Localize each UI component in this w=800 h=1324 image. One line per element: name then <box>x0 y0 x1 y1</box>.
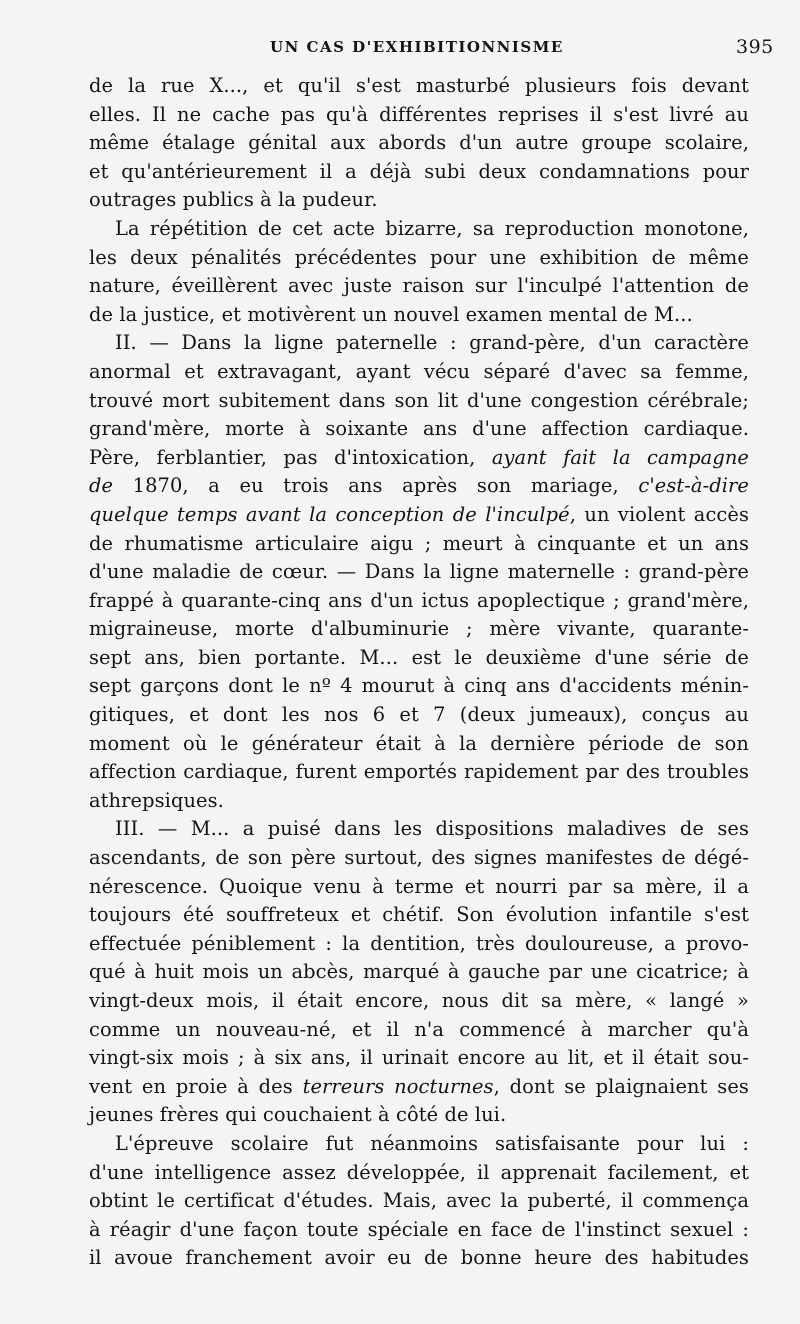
text-line <box>89 1159 749 1188</box>
text-line <box>89 930 749 959</box>
text-line <box>89 701 749 730</box>
text-segment: vingt-deux mois, il était encore, nous dit sa mère, « langé » <box>89 989 749 1012</box>
text-line <box>89 444 749 473</box>
text-line <box>89 873 749 902</box>
text-line <box>89 272 749 301</box>
text-line <box>89 329 749 358</box>
text-segment: trouvé mort subitement dans son lit d'une congestion cérébrale; <box>89 388 749 412</box>
text-segment: à réagir d'une façon toute spéciale en face de l'instinct sexuel : <box>89 1217 749 1241</box>
italic-segment: terreurs nocturnes <box>302 1074 494 1098</box>
text-segment: moment où le générateur était à la dernière période de son <box>89 731 749 755</box>
text-segment: d'une maladie de cœur. — Dans la ligne maternelle : grand-père <box>89 560 749 584</box>
text-line <box>89 615 749 644</box>
text-segment: vingt-six mois ; à six ans, il urinait encore au lit, et il était sou- <box>89 1046 749 1070</box>
text-line <box>89 472 749 501</box>
text-line <box>89 1244 749 1273</box>
text-line <box>89 1101 749 1130</box>
text-segment: frappé à quarante-cinq ans d'un ictus apoplectique ; grand'mère, <box>89 588 749 612</box>
text-segment: affection cardiaque, furent emportés rapidement par des troubles <box>89 760 749 784</box>
text-line <box>89 1187 749 1216</box>
text-segment: comme un nouveau-né, et il n'a commencé à marcher qu'à <box>89 1017 749 1041</box>
text-segment: L'épreuve scolaire fut néanmoins satisfaisante pour lui : <box>115 1131 749 1155</box>
text-segment: III. — M... a puisé dans les dispositions maladives de ses <box>115 817 749 841</box>
text-line <box>89 787 749 816</box>
text-segment: elles. Il ne cache pas qu'à différentes reprises il s'est livré au <box>89 102 749 126</box>
page-number: 395 <box>736 36 774 58</box>
text-segment: obtint le certificat d'études. Mais, avec la puberté, il commença <box>89 1189 749 1213</box>
text-segment: sept ans, bien portante. M... est le deuxième d'une série de <box>89 645 749 669</box>
text-line <box>89 558 749 587</box>
text-segment: et qu'antérieurement il a déjà subi deux condamnations pour <box>89 159 749 183</box>
text-line <box>89 530 749 559</box>
text-segment: de la justice, et motivèrent un nouvel examen mental de M... <box>89 302 693 326</box>
italic-segment: c'est-à-dire <box>638 474 749 498</box>
running-title: UN CAS D'EXHIBITIONNISME <box>270 38 564 56</box>
text-line <box>89 1016 749 1045</box>
text-segment: les deux pénalités précédentes pour une exhibition de même <box>89 245 749 269</box>
text-line <box>89 644 749 673</box>
text-segment: , dont se plaignaient ses <box>493 1074 749 1098</box>
text-segment: grand'mère, morte à soixante ans d'une affection cardiaque. <box>89 417 749 441</box>
text-segment: nérescence. Quoique venu à terme et nourri par sa mère, il a <box>89 874 749 898</box>
text-line <box>89 415 749 444</box>
body-text <box>89 72 749 1273</box>
text-segment: sept garçons dont le nº 4 mourut à cinq ans d'accidents ménin- <box>89 674 749 698</box>
text-segment: , un violent accès <box>569 502 749 526</box>
text-segment: athrepsiques. <box>89 788 224 812</box>
text-line <box>89 129 749 158</box>
text-line <box>89 358 749 387</box>
italic-segment: de <box>89 474 114 498</box>
text-line <box>89 758 749 787</box>
text-line <box>89 244 749 273</box>
text-segment: Père, ferblantier, pas d'intoxication, <box>89 445 492 469</box>
text-line <box>89 72 749 101</box>
text-segment: nature, éveillèrent avec juste raison sur l'inculpé l'attention de <box>89 274 749 298</box>
text-line <box>89 301 749 330</box>
text-segment: effectuée péniblement : la dentition, très douloureuse, a provo- <box>89 931 749 955</box>
text-line <box>89 901 749 930</box>
text-segment: ascendants, de son père surtout, des signes manifestes de dégé- <box>89 846 749 870</box>
text-segment: II. — Dans la ligne paternelle : grand-père, d'un caractère <box>115 331 749 355</box>
text-segment: il avoue franchement avoir eu de bonne heure des habitudes <box>89 1246 749 1270</box>
text-segment: gitiques, et dont les nos 6 et 7 (deux jumeaux), conçus au <box>89 703 749 727</box>
text-segment: outrages publics à la pudeur. <box>89 188 378 212</box>
text-line <box>89 1216 749 1245</box>
text-line <box>89 1073 749 1102</box>
text-segment: toujours été souffreteux et chétif. Son évolution infantile s'est <box>89 903 749 927</box>
text-line <box>89 101 749 130</box>
text-segment: même étalage génital aux abords d'un autre groupe scolaire, <box>89 131 749 155</box>
text-line <box>89 730 749 759</box>
text-segment: migraineuse, morte d'albuminurie ; mère vivante, quarante- <box>89 617 749 641</box>
italic-segment: ayant fait la campagne <box>491 445 750 469</box>
text-segment: de rhumatisme articulaire aigu ; meurt à cinquante et un ans <box>89 531 749 555</box>
text-line <box>89 501 749 530</box>
text-segment: anormal et extravagant, ayant vécu séparé d'avec sa femme, <box>89 359 749 383</box>
text-line <box>89 186 749 215</box>
text-segment: d'une intelligence assez développée, il apprenait facilement, et <box>89 1160 749 1184</box>
text-line <box>89 987 749 1016</box>
text-line <box>89 672 749 701</box>
text-line <box>89 844 749 873</box>
text-line <box>89 215 749 244</box>
text-segment: vent en proie à des <box>89 1074 303 1098</box>
text-line <box>89 958 749 987</box>
text-segment: La répétition de cet acte bizarre, sa reproduction monotone, <box>115 216 749 240</box>
text-line <box>89 1130 749 1159</box>
text-line <box>89 387 749 416</box>
text-line <box>89 158 749 187</box>
text-segment: jeunes frères qui couchaient à côté de lui. <box>89 1103 507 1127</box>
text-segment: 1870, a eu trois ans après son mariage, <box>113 474 639 498</box>
text-line <box>89 1044 749 1073</box>
text-line <box>89 587 749 616</box>
text-line <box>89 815 749 844</box>
text-segment: de la rue X..., et qu'il s'est masturbé plusieurs fois devant <box>89 74 749 97</box>
text-segment: qué à huit mois un abcès, marqué à gauche par une cicatrice; à <box>89 960 749 984</box>
italic-segment: quelque temps avant la conception de l'inculpé <box>89 502 570 526</box>
